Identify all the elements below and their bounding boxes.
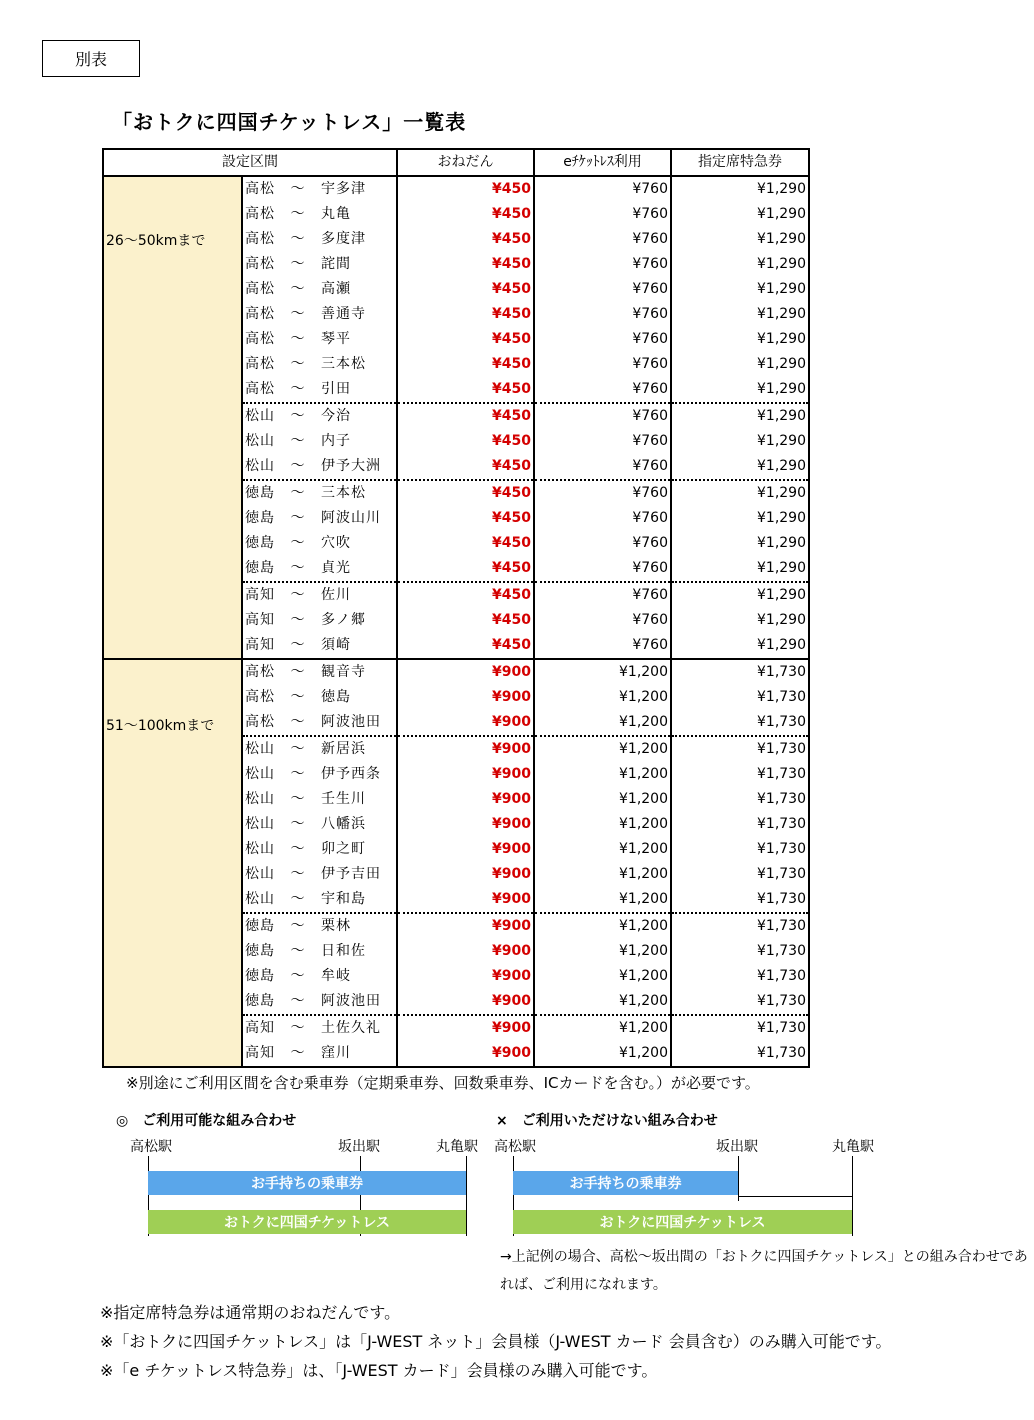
section-to: 引田 xyxy=(321,381,351,397)
price-cell: ¥900 xyxy=(397,659,534,685)
section-to: 穴吹 xyxy=(321,535,351,551)
reserved-seat-price-cell: ¥1,730 xyxy=(671,812,809,837)
footnote-jwest-net: ※「おトクに四国チケットレス」は「J-WEST ネット」会員様（J-WEST カード 会員含む）のみ購入可能です。 xyxy=(100,1332,892,1351)
section-cell xyxy=(242,762,397,787)
reserved-seat-price-cell: ¥1,290 xyxy=(671,556,809,582)
section-cell xyxy=(242,1041,397,1067)
table-row xyxy=(103,176,809,202)
section-from: 高松 xyxy=(245,664,275,680)
footnote-reserved-seat: ※指定席特急券は通常期のおねだんです。 xyxy=(100,1303,401,1322)
e-ticketless-price-cell: ¥760 xyxy=(534,403,671,429)
section-to: 栗林 xyxy=(321,918,351,934)
reserved-seat-price-cell: ¥1,290 xyxy=(671,531,809,556)
section-cell xyxy=(242,736,397,762)
section-cell xyxy=(242,633,397,659)
section-separator: ～ xyxy=(290,433,306,449)
e-ticketless-price-cell: ¥760 xyxy=(534,608,671,633)
section-from: 高松 xyxy=(245,181,275,197)
reserved-seat-price-cell: ¥1,290 xyxy=(671,403,809,429)
section-cell xyxy=(242,556,397,582)
section-cell xyxy=(242,608,397,633)
ok-station-sakaide: 坂出駅 xyxy=(338,1139,380,1155)
ng-combination-title: × ご利用いただけない組み合わせ xyxy=(496,1113,718,1129)
fare-table xyxy=(102,148,810,1068)
e-ticketless-price-cell: ¥1,200 xyxy=(534,787,671,812)
section-separator: ～ xyxy=(290,1020,306,1036)
e-ticketless-price-cell: ¥1,200 xyxy=(534,762,671,787)
e-ticketless-price-cell: ¥1,200 xyxy=(534,685,671,710)
e-ticketless-price-cell: ¥760 xyxy=(534,556,671,582)
price-cell: ¥900 xyxy=(397,710,534,736)
price-cell: ¥450 xyxy=(397,252,534,277)
section-separator: ～ xyxy=(290,356,306,372)
price-cell: ¥900 xyxy=(397,1041,534,1067)
e-ticketless-price-cell: ¥760 xyxy=(534,531,671,556)
section-separator: ～ xyxy=(290,791,306,807)
price-cell: ¥900 xyxy=(397,787,534,812)
section-from: 高松 xyxy=(245,714,275,730)
e-ticketless-price-cell: ¥760 xyxy=(534,352,671,377)
price-cell: ¥450 xyxy=(397,302,534,327)
reserved-seat-price-cell: ¥1,290 xyxy=(671,480,809,506)
section-from: 徳島 xyxy=(245,510,275,526)
section-from: 松山 xyxy=(245,816,275,832)
section-separator: ～ xyxy=(290,943,306,959)
appendix-label: 別表 xyxy=(42,40,140,77)
section-to: 土佐久礼 xyxy=(321,1020,381,1036)
section-cell xyxy=(242,710,397,736)
ng-station-sakaide: 坂出駅 xyxy=(716,1139,758,1155)
section-to: 佐川 xyxy=(321,587,351,603)
section-cell xyxy=(242,429,397,454)
section-separator: ～ xyxy=(290,637,306,653)
section-from: 高知 xyxy=(245,1020,275,1036)
section-to: 徳島 xyxy=(321,689,351,705)
e-ticketless-price-cell: ¥760 xyxy=(534,582,671,608)
reserved-seat-price-cell: ¥1,290 xyxy=(671,176,809,202)
section-to: 善通寺 xyxy=(321,306,366,322)
section-to: 観音寺 xyxy=(321,664,366,680)
section-cell xyxy=(242,685,397,710)
section-cell xyxy=(242,227,397,252)
section-from: 徳島 xyxy=(245,918,275,934)
section-to: 貞光 xyxy=(321,560,351,576)
section-from: 松山 xyxy=(245,791,275,807)
price-cell: ¥450 xyxy=(397,403,534,429)
section-from: 高松 xyxy=(245,281,275,297)
section-to: 日和佐 xyxy=(321,943,366,959)
reserved-seat-price-cell: ¥1,290 xyxy=(671,302,809,327)
section-separator: ～ xyxy=(290,206,306,222)
section-to: 内子 xyxy=(321,433,351,449)
e-ticketless-price-cell: ¥760 xyxy=(534,202,671,227)
section-to: 須崎 xyxy=(321,637,351,653)
price-cell: ¥450 xyxy=(397,608,534,633)
section-separator: ～ xyxy=(290,766,306,782)
section-to: 丸亀 xyxy=(321,206,351,222)
price-cell: ¥900 xyxy=(397,862,534,887)
price-cell: ¥450 xyxy=(397,454,534,480)
section-separator: ～ xyxy=(290,510,306,526)
section-separator: ～ xyxy=(290,331,306,347)
e-ticketless-price-cell: ¥760 xyxy=(534,327,671,352)
section-cell xyxy=(242,403,397,429)
section-from: 高知 xyxy=(245,637,275,653)
e-ticketless-price-cell: ¥1,200 xyxy=(534,913,671,939)
reserved-seat-price-cell: ¥1,290 xyxy=(671,352,809,377)
section-to: 伊予西条 xyxy=(321,766,381,782)
section-cell xyxy=(242,989,397,1015)
section-from: 高松 xyxy=(245,356,275,372)
section-cell xyxy=(242,506,397,531)
section-cell xyxy=(242,582,397,608)
price-cell: ¥450 xyxy=(397,377,534,403)
e-ticketless-price-cell: ¥1,200 xyxy=(534,736,671,762)
e-ticketless-price-cell: ¥1,200 xyxy=(534,837,671,862)
section-to: 高瀬 xyxy=(321,281,351,297)
header-reserved-seat: 指定席特急券 xyxy=(671,149,809,176)
section-cell xyxy=(242,454,397,480)
reserved-seat-price-cell: ¥1,730 xyxy=(671,787,809,812)
table-header-row xyxy=(103,149,809,176)
section-cell xyxy=(242,327,397,352)
section-cell xyxy=(242,302,397,327)
e-ticketless-price-cell: ¥760 xyxy=(534,429,671,454)
section-separator: ～ xyxy=(290,458,306,474)
section-from: 高松 xyxy=(245,256,275,272)
section-to: 壬生川 xyxy=(321,791,366,807)
price-cell: ¥450 xyxy=(397,480,534,506)
distance-band-cell xyxy=(103,176,242,659)
section-from: 高松 xyxy=(245,381,275,397)
section-cell xyxy=(242,837,397,862)
e-ticketless-price-cell: ¥1,200 xyxy=(534,939,671,964)
price-cell: ¥900 xyxy=(397,837,534,862)
price-cell: ¥900 xyxy=(397,939,534,964)
e-ticketless-price-cell: ¥760 xyxy=(534,633,671,659)
section-to: 三本松 xyxy=(321,485,366,501)
ng-explanation-note: →上記例の場合、高松～坂出間の「おトクに四国チケットレス」との組み合わせであれば、ご利用になれます。 xyxy=(500,1249,1028,1293)
e-ticketless-price-cell: ¥1,200 xyxy=(534,1041,671,1067)
price-cell: ¥450 xyxy=(397,227,534,252)
fare-table-body xyxy=(103,176,809,1067)
e-ticketless-price-cell: ¥1,200 xyxy=(534,964,671,989)
section-from: 松山 xyxy=(245,433,275,449)
section-to: 今治 xyxy=(321,408,351,424)
reserved-seat-price-cell: ¥1,290 xyxy=(671,633,809,659)
section-to: 多度津 xyxy=(321,231,366,247)
e-ticketless-price-cell: ¥1,200 xyxy=(534,710,671,736)
section-separator: ～ xyxy=(290,281,306,297)
price-cell: ¥900 xyxy=(397,989,534,1015)
reserved-seat-price-cell: ¥1,730 xyxy=(671,913,809,939)
section-separator: ～ xyxy=(290,993,306,1009)
section-from: 徳島 xyxy=(245,943,275,959)
reserved-seat-price-cell: ¥1,290 xyxy=(671,454,809,480)
price-cell: ¥450 xyxy=(397,202,534,227)
e-ticketless-price-cell: ¥760 xyxy=(534,377,671,403)
price-cell: ¥450 xyxy=(397,429,534,454)
section-separator: ～ xyxy=(290,381,306,397)
footnote-jwest-card: ※「e チケットレス特急券」は、「J-WEST カード」会員様のみ購入可能です。 xyxy=(100,1361,658,1380)
section-cell xyxy=(242,202,397,227)
header-price: おねだん xyxy=(397,149,534,176)
price-cell: ¥450 xyxy=(397,277,534,302)
e-ticketless-price-cell: ¥1,200 xyxy=(534,1015,671,1041)
section-from: 高松 xyxy=(245,306,275,322)
section-separator: ～ xyxy=(290,231,306,247)
price-cell: ¥450 xyxy=(397,556,534,582)
price-cell: ¥900 xyxy=(397,812,534,837)
price-cell: ¥900 xyxy=(397,1015,534,1041)
reserved-seat-price-cell: ¥1,730 xyxy=(671,1015,809,1041)
e-ticketless-price-cell: ¥760 xyxy=(534,277,671,302)
section-separator: ～ xyxy=(290,891,306,907)
reserved-seat-price-cell: ¥1,730 xyxy=(671,887,809,913)
section-to: 詫間 xyxy=(321,256,351,272)
section-from: 高松 xyxy=(245,231,275,247)
reserved-seat-price-cell: ¥1,730 xyxy=(671,939,809,964)
section-from: 松山 xyxy=(245,841,275,857)
e-ticketless-price-cell: ¥1,200 xyxy=(534,812,671,837)
section-cell xyxy=(242,277,397,302)
ng-bar-own-ticket: お手持ちの乗車券 xyxy=(513,1171,738,1195)
section-to: 窪川 xyxy=(321,1045,351,1061)
section-cell xyxy=(242,531,397,556)
ng-marker-marugame xyxy=(852,1156,853,1236)
ok-marker-marugame xyxy=(466,1156,467,1236)
price-cell: ¥450 xyxy=(397,633,534,659)
price-cell: ¥900 xyxy=(397,887,534,913)
section-from: 高松 xyxy=(245,206,275,222)
section-from: 高知 xyxy=(245,612,275,628)
section-to: 多ノ郷 xyxy=(321,612,366,628)
e-ticketless-price-cell: ¥760 xyxy=(534,176,671,202)
section-cell xyxy=(242,964,397,989)
section-from: 徳島 xyxy=(245,560,275,576)
section-separator: ～ xyxy=(290,918,306,934)
section-separator: ～ xyxy=(290,306,306,322)
reserved-seat-price-cell: ¥1,730 xyxy=(671,862,809,887)
reserved-seat-price-cell: ¥1,730 xyxy=(671,685,809,710)
section-to: 伊予吉田 xyxy=(321,866,381,882)
section-separator: ～ xyxy=(290,587,306,603)
e-ticketless-price-cell: ¥760 xyxy=(534,252,671,277)
section-to: 新居浜 xyxy=(321,741,366,757)
section-from: 徳島 xyxy=(245,993,275,1009)
ok-station-marugame: 丸亀駅 xyxy=(436,1139,478,1155)
reserved-seat-price-cell: ¥1,290 xyxy=(671,202,809,227)
section-separator: ～ xyxy=(290,612,306,628)
price-cell: ¥900 xyxy=(397,762,534,787)
section-separator: ～ xyxy=(290,1045,306,1061)
reserved-seat-price-cell: ¥1,730 xyxy=(671,837,809,862)
section-from: 高松 xyxy=(245,689,275,705)
section-separator: ～ xyxy=(290,741,306,757)
reserved-seat-price-cell: ¥1,290 xyxy=(671,582,809,608)
section-separator: ～ xyxy=(290,689,306,705)
section-from: 徳島 xyxy=(245,485,275,501)
reserved-seat-price-cell: ¥1,730 xyxy=(671,710,809,736)
section-to: 牟岐 xyxy=(321,968,351,984)
section-from: 高知 xyxy=(245,587,275,603)
e-ticketless-price-cell: ¥760 xyxy=(534,302,671,327)
section-cell xyxy=(242,252,397,277)
section-from: 徳島 xyxy=(245,968,275,984)
reserved-seat-price-cell: ¥1,290 xyxy=(671,608,809,633)
page-title: 「おトクに四国チケットレス」一覧表 xyxy=(112,110,467,134)
section-from: 松山 xyxy=(245,891,275,907)
section-cell xyxy=(242,377,397,403)
section-cell xyxy=(242,659,397,685)
header-e-ticketless: eﾁｹｯﾄﾚｽ利用 xyxy=(534,149,671,176)
section-separator: ～ xyxy=(290,816,306,832)
reserved-seat-price-cell: ¥1,290 xyxy=(671,277,809,302)
price-cell: ¥900 xyxy=(397,913,534,939)
section-separator: ～ xyxy=(290,866,306,882)
section-cell xyxy=(242,913,397,939)
price-cell: ¥450 xyxy=(397,176,534,202)
section-from: 高知 xyxy=(245,1045,275,1061)
section-to: 琴平 xyxy=(321,331,351,347)
section-cell xyxy=(242,939,397,964)
section-from: 松山 xyxy=(245,458,275,474)
reserved-seat-price-cell: ¥1,290 xyxy=(671,506,809,531)
section-separator: ～ xyxy=(290,408,306,424)
section-separator: ～ xyxy=(290,841,306,857)
distance-band-label: 26～50kmまで xyxy=(106,233,206,249)
section-to: 阿波池田 xyxy=(321,714,381,730)
section-from: 徳島 xyxy=(245,535,275,551)
reserved-seat-price-cell: ¥1,730 xyxy=(671,762,809,787)
reserved-seat-price-cell: ¥1,730 xyxy=(671,989,809,1015)
reserved-seat-price-cell: ¥1,290 xyxy=(671,252,809,277)
reserved-seat-price-cell: ¥1,290 xyxy=(671,227,809,252)
reserved-seat-price-cell: ¥1,730 xyxy=(671,1041,809,1067)
section-from: 松山 xyxy=(245,408,275,424)
price-cell: ¥450 xyxy=(397,506,534,531)
distance-band-label: 51～100kmまで xyxy=(106,718,215,734)
section-separator: ～ xyxy=(290,485,306,501)
reserved-seat-price-cell: ¥1,290 xyxy=(671,429,809,454)
section-separator: ～ xyxy=(290,714,306,730)
section-to: 阿波池田 xyxy=(321,993,381,1009)
ng-station-marugame: 丸亀駅 xyxy=(832,1139,874,1155)
section-cell xyxy=(242,176,397,202)
section-separator: ～ xyxy=(290,535,306,551)
section-from: 高松 xyxy=(245,331,275,347)
section-to: 伊予大洲 xyxy=(321,458,381,474)
price-cell: ¥900 xyxy=(397,685,534,710)
section-cell xyxy=(242,887,397,913)
reserved-seat-price-cell: ¥1,290 xyxy=(671,327,809,352)
section-to: 八幡浜 xyxy=(321,816,366,832)
section-to: 宇和島 xyxy=(321,891,366,907)
section-to: 阿波山川 xyxy=(321,510,381,526)
section-separator: ～ xyxy=(290,181,306,197)
e-ticketless-price-cell: ¥1,200 xyxy=(534,862,671,887)
section-from: 松山 xyxy=(245,766,275,782)
section-cell xyxy=(242,352,397,377)
ng-bar-ticketless: おトクに四国チケットレス xyxy=(513,1210,852,1234)
price-cell: ¥450 xyxy=(397,352,534,377)
e-ticketless-price-cell: ¥760 xyxy=(534,506,671,531)
price-cell: ¥450 xyxy=(397,531,534,556)
header-section: 設定区間 xyxy=(103,149,397,176)
distance-band-cell xyxy=(103,659,242,1067)
reserved-seat-price-cell: ¥1,730 xyxy=(671,736,809,762)
price-cell: ¥450 xyxy=(397,327,534,352)
price-cell: ¥900 xyxy=(397,736,534,762)
price-cell: ¥900 xyxy=(397,964,534,989)
section-cell xyxy=(242,812,397,837)
section-to: 宇多津 xyxy=(321,181,366,197)
reserved-seat-price-cell: ¥1,290 xyxy=(671,377,809,403)
ng-station-takamatsu: 高松駅 xyxy=(494,1139,536,1155)
ok-bar-ticketless: おトクに四国チケットレス xyxy=(148,1210,466,1234)
e-ticketless-price-cell: ¥760 xyxy=(534,227,671,252)
e-ticketless-price-cell: ¥760 xyxy=(534,454,671,480)
ok-bar-own-ticket: お手持ちの乗車券 xyxy=(148,1171,466,1195)
section-separator: ～ xyxy=(290,664,306,680)
table-row xyxy=(103,659,809,685)
section-to: 三本松 xyxy=(321,356,366,372)
section-separator: ～ xyxy=(290,256,306,272)
ng-marker-sakaide xyxy=(738,1156,739,1201)
ng-own-ticket-gap-line xyxy=(738,1196,852,1197)
section-to: 卯之町 xyxy=(321,841,366,857)
section-from: 松山 xyxy=(245,866,275,882)
e-ticketless-price-cell: ¥760 xyxy=(534,480,671,506)
section-cell xyxy=(242,862,397,887)
e-ticketless-price-cell: ¥1,200 xyxy=(534,659,671,685)
section-cell xyxy=(242,787,397,812)
reserved-seat-price-cell: ¥1,730 xyxy=(671,659,809,685)
ok-combination-title: ◎ ご利用可能な組み合わせ xyxy=(116,1113,297,1129)
section-separator: ～ xyxy=(290,560,306,576)
section-cell xyxy=(242,480,397,506)
reserved-seat-price-cell: ¥1,730 xyxy=(671,964,809,989)
ok-station-takamatsu: 高松駅 xyxy=(130,1139,172,1155)
section-from: 松山 xyxy=(245,741,275,757)
ticket-required-note: ※別途にご利用区間を含む乗車券（定期乗車券、回数乗車券、ICカードを含む。）が必要です。 xyxy=(126,1074,760,1092)
e-ticketless-price-cell: ¥1,200 xyxy=(534,887,671,913)
section-cell xyxy=(242,1015,397,1041)
section-separator: ～ xyxy=(290,968,306,984)
e-ticketless-price-cell: ¥1,200 xyxy=(534,989,671,1015)
price-cell: ¥450 xyxy=(397,582,534,608)
